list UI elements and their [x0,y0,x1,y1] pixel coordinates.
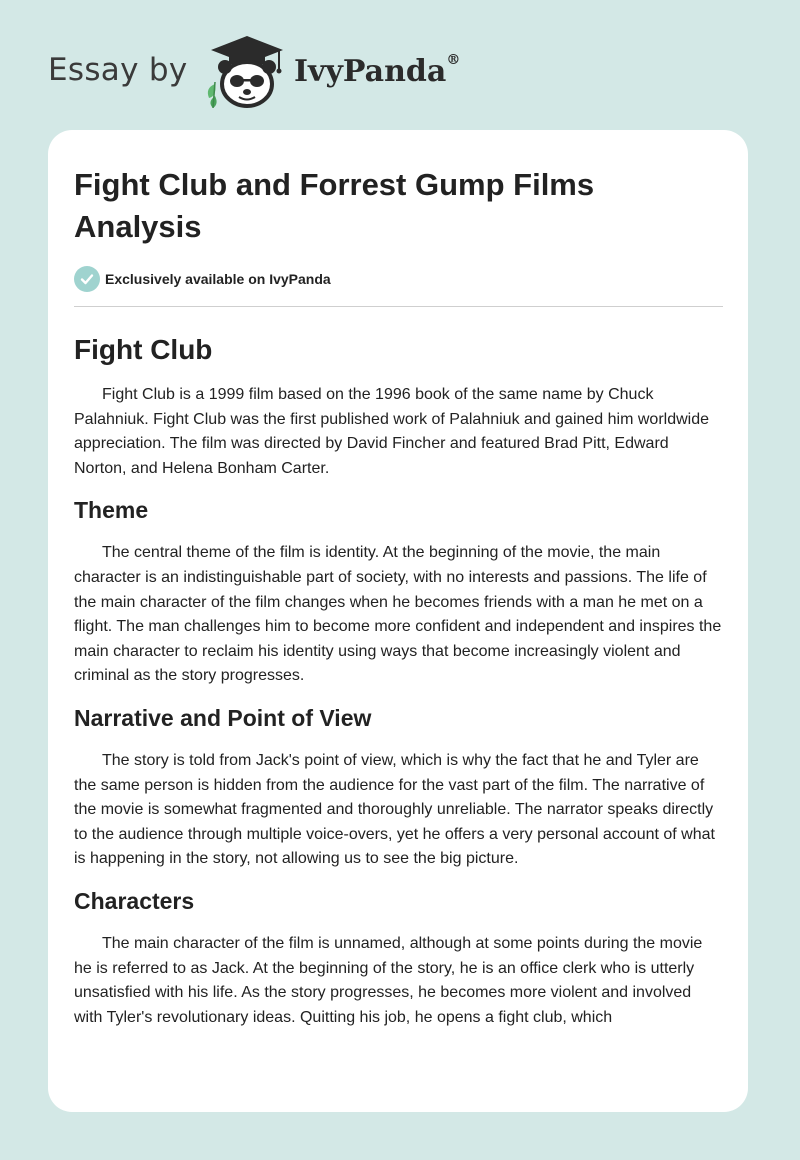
intro-paragraph: Fight Club is a 1999 film based on the 1996 book of the same name by Chuck Palahniuk. Fight Club was the first published work of Palahniuk and gained him worldwide appreciation. The film was directed by David Fincher and featured Brad Pitt, Edward Norton, and Helena Bonham Carter. [74,386,710,477]
exclusive-label: Exclusively available on IvyPanda [105,271,331,287]
panda-graduate-logo-icon[interactable] [201,34,289,108]
brand-prefix: Essay by [48,52,188,88]
characters-heading: Characters [74,887,195,914]
theme-heading: Theme [74,497,149,524]
narrative-paragraph: The story is told from Jack's point of view, which is why the fact that he and Tyler are the same person is hidden from the audience for the vast part of the film. The narrative of the movie is somewhat fragmented and thoroughly unreliable. The narrator speaks directly to the audience through multiple voice-overs, yet he offers a very personal account of what is happening in the story, not allowing us to see the big picture. [74,751,715,868]
brand-header [48,34,508,114]
check-circle-icon [74,266,100,292]
section-heading: Fight Club [74,334,213,365]
article-card [48,130,748,1112]
theme-paragraph: The central theme of the film is identity. At the beginning of the movie, the main character is an indistinguishable part of society, with no interests and passions. The life of the main character of the film changes when he becomes friends with a man he met on a flight. The man challenges him to become more confident and independent and inspires the main character to reclaim his identity using ways that become increasingly violent and criminal as the story progresses. [74,544,722,685]
narrative-heading: Narrative and Point of View [74,704,372,731]
divider [74,306,723,307]
exclusive-badge [74,266,722,292]
brand-name[interactable]: IvyPanda® [294,52,461,89]
characters-paragraph: The main character of the film is unnamed, although at some points during the movie he is referred to as Jack. At the beginning of the story, he is an office clerk who is utterly unsatisfied with his life. As the story progresses, he becomes more violent and involved with Tyler's revolutionary ideas. Quitting his job, he opens a fight club, which [74,934,703,1026]
page-title: Fight Club and Forrest Gump Films Analysis [74,167,595,244]
